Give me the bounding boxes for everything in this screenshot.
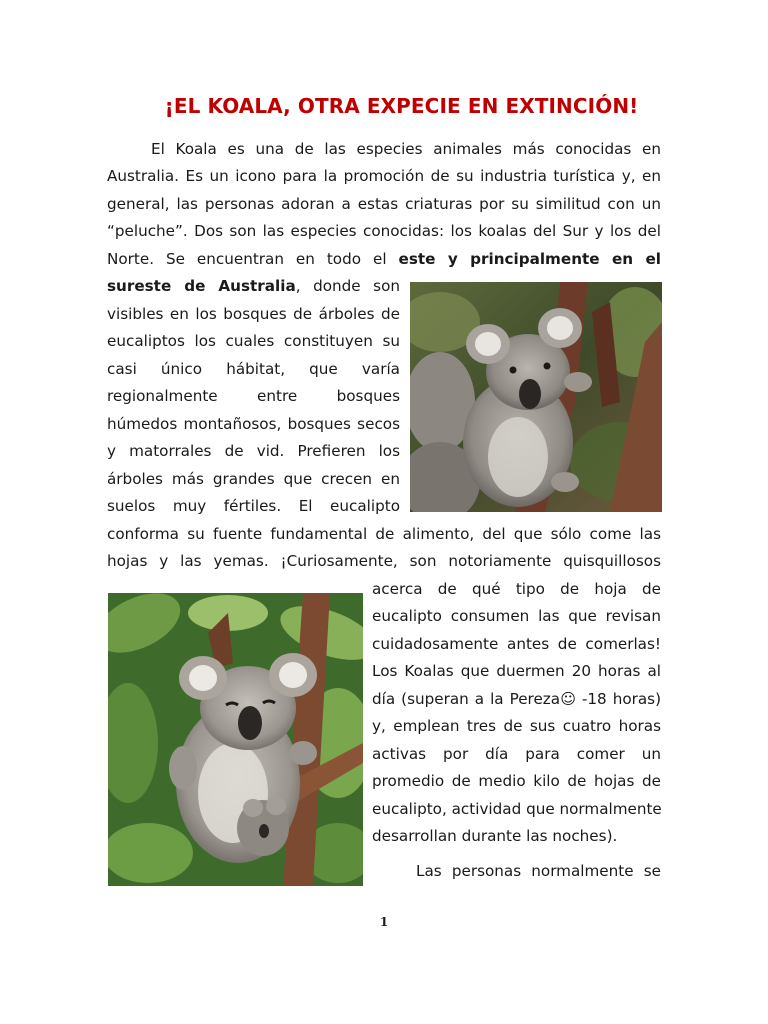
bold-text-run: este y principalmente en el bbox=[398, 250, 662, 268]
paragraph-line: casi único hábitat, que varía bbox=[107, 360, 400, 378]
paragraph-line: eucalipto consumen las que revisan bbox=[372, 607, 661, 625]
paragraph-line: y matorrales de vid. Prefieren los bbox=[107, 442, 400, 460]
paragraph-line bbox=[107, 246, 661, 273]
paragraph-line: eucaliptos los cuales constituyen su bbox=[107, 332, 400, 350]
paragraph-line: activas por día para comer un bbox=[372, 745, 661, 763]
paragraph-line: promedio de medio kilo de hojas de bbox=[372, 772, 661, 790]
paragraph-line bbox=[107, 273, 400, 300]
paragraph-line: día (superan a la Pereza☺ -18 horas) bbox=[372, 690, 661, 708]
koala-mother-joey-photo bbox=[108, 593, 363, 886]
paragraph-line: Las personas normalmente se bbox=[416, 862, 661, 880]
paragraph-line: “peluche”. Dos son las especies conocidas: los koalas del Sur y los del bbox=[107, 222, 661, 240]
paragraph-line: árboles más grandes que crecen en bbox=[107, 470, 400, 488]
paragraph-line: suelos muy fértiles. El eucalipto bbox=[107, 497, 400, 515]
koala-climbing-photo bbox=[410, 282, 662, 512]
paragraph-line: desarrollan durante las noches). bbox=[372, 827, 618, 845]
bold-text-run: sureste de Australia bbox=[107, 277, 296, 295]
paragraph-line: Los Koalas que duermen 20 horas al bbox=[372, 662, 661, 680]
document-title: ¡EL KOALA, OTRA EXPECIE EN EXTINCIÓN! bbox=[164, 94, 639, 118]
paragraph-line: hojas y las yemas. ¡Curiosamente, son notoriamente quisquillosos bbox=[107, 552, 661, 570]
paragraph-line: cuidadosamente antes de comerlas! bbox=[372, 635, 661, 653]
paragraph-line: conforma su fuente fundamental de alimento, del que sólo come las bbox=[107, 525, 661, 543]
paragraph-line: y, emplean tres de sus cuatro horas bbox=[372, 717, 661, 735]
page-number: 1 bbox=[379, 915, 389, 929]
paragraph-line: Australia. Es un icono para la promoción de su industria turística y, en bbox=[107, 167, 661, 185]
paragraph-line: húmedos montañosos, bosques secos bbox=[107, 415, 400, 433]
paragraph-line: El Koala es una de las especies animales más conocidas en bbox=[151, 140, 661, 158]
paragraph-line: regionalmente entre bosques bbox=[107, 387, 400, 405]
text-run: Norte. Se encuentran en todo el bbox=[107, 250, 399, 268]
text-run: , donde son bbox=[295, 277, 400, 295]
paragraph-line: eucalipto, actividad que normalmente bbox=[372, 800, 662, 818]
paragraph-line: general, las personas adoran a estas criaturas por su similitud con un bbox=[107, 195, 661, 213]
paragraph-line: visibles en los bosques de árboles de bbox=[107, 305, 400, 323]
paragraph-line: acerca de qué tipo de hoja de bbox=[372, 580, 661, 598]
